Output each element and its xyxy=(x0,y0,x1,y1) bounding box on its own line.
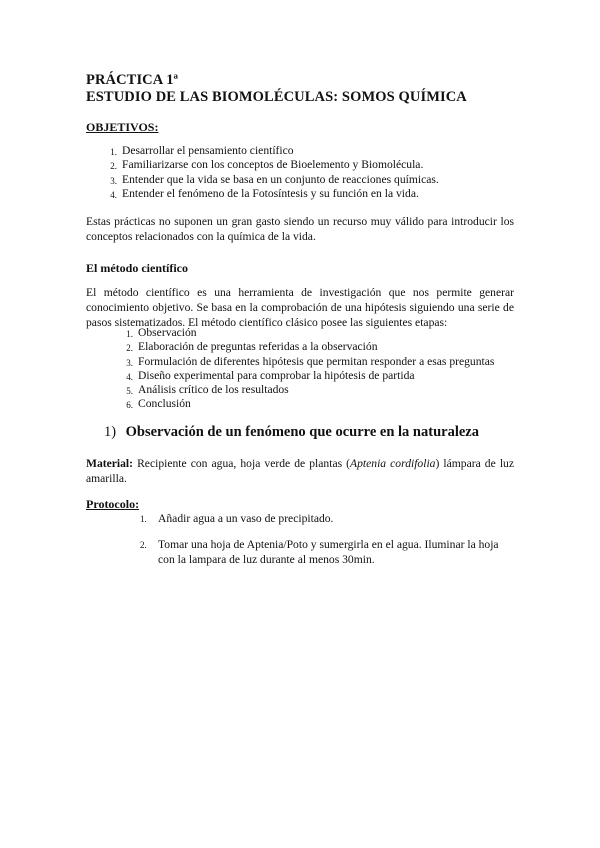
list-item xyxy=(126,383,494,397)
list-item xyxy=(126,354,495,369)
material-label: Material: xyxy=(86,457,133,470)
title-line-1: PRÁCTICA 1ª xyxy=(86,72,179,88)
list-item xyxy=(126,368,494,383)
list-item xyxy=(110,172,439,187)
list-item-text: Análisis crítico de los resultados xyxy=(138,383,289,397)
list-number: 1. xyxy=(140,514,147,524)
objectives-list xyxy=(110,144,439,201)
list-number: 2. xyxy=(110,161,117,172)
list-item xyxy=(126,326,494,340)
list-number: 5. xyxy=(126,386,133,397)
title-line-2: ESTUDIO DE LAS BIOMOLÉCULAS: SOMOS QUÍMICA xyxy=(86,89,467,105)
protocol-step xyxy=(140,511,514,526)
list-item-text: Observación xyxy=(138,326,197,339)
material-text-before: Recipiente con agua, hoja verde de plantas ( xyxy=(133,457,351,470)
page-title xyxy=(86,72,467,106)
list-item-text: Desarrollar el pensamiento científico xyxy=(122,144,294,157)
protocol-step-text: Añadir agua a un vaso de precipitado. xyxy=(158,512,334,525)
list-item xyxy=(126,397,494,411)
list-number: 2. xyxy=(126,343,133,354)
objectives-heading: OBJETIVOS: xyxy=(86,120,159,134)
list-item-text: Entender que la vida se basa en un conjunto de reacciones químicas. xyxy=(122,172,439,186)
intro-paragraph: Estas prácticas no suponen un gran gasto siendo un recurso muy válido para introducir los conceptos relacionados con la química de la vida. xyxy=(86,215,514,244)
list-number: 6. xyxy=(126,400,133,411)
list-item-text: Conclusión xyxy=(138,397,191,411)
method-steps-list xyxy=(126,326,495,412)
list-number: 3. xyxy=(110,175,117,186)
list-number: 1. xyxy=(110,147,117,157)
material-paragraph xyxy=(86,456,514,486)
list-number: 1. xyxy=(126,329,133,339)
list-item-text: Formulación de diferentes hipótesis que permitan responder a esas preguntas xyxy=(138,354,495,368)
method-heading: El método científico xyxy=(86,261,188,275)
list-item-text: Familiarizarse con los conceptos de Bioelemento y Biomolécula. xyxy=(122,158,424,172)
section-1-heading xyxy=(104,424,479,441)
method-paragraph: El método científico es una herramienta de investigación que nos permite generar conocimiento objetivo. Se basa en la comprobación de una hipótesis siguiendo una serie de pasos sistematizados. El método científico clásico posee las siguientes etapas: xyxy=(86,286,514,330)
protocol-step xyxy=(140,537,514,567)
list-item-text: Entender el fenómeno de la Fotosíntesis y su función en la vida. xyxy=(122,186,419,200)
list-item xyxy=(110,186,439,201)
list-number: 4. xyxy=(126,371,133,382)
list-item-text: Elaboración de preguntas referidas a la observación xyxy=(138,340,378,354)
protocol-step-text: Tomar una hoja de Aptenia/Poto y sumergirla en el agua. Iluminar la hoja con la lampara de luz durante al menos 30min. xyxy=(158,538,499,567)
material-species: Aptenia cordifolia xyxy=(350,457,436,470)
list-number: 4. xyxy=(110,189,117,200)
list-item xyxy=(126,340,494,354)
material-text-after: ) lámpara de luz amarilla. xyxy=(86,457,514,486)
list-number: 2. xyxy=(140,540,147,550)
section-number: 1) xyxy=(104,424,117,440)
list-number: 3. xyxy=(126,357,133,368)
protocol-heading: Protocolo: xyxy=(86,497,140,511)
list-item-text: Diseño experimental para comprobar la hipótesis de partida xyxy=(138,368,415,382)
section-title: Observación de un fenómeno que ocurre en la naturaleza xyxy=(125,424,479,440)
list-item xyxy=(110,158,439,172)
list-item xyxy=(110,144,439,158)
